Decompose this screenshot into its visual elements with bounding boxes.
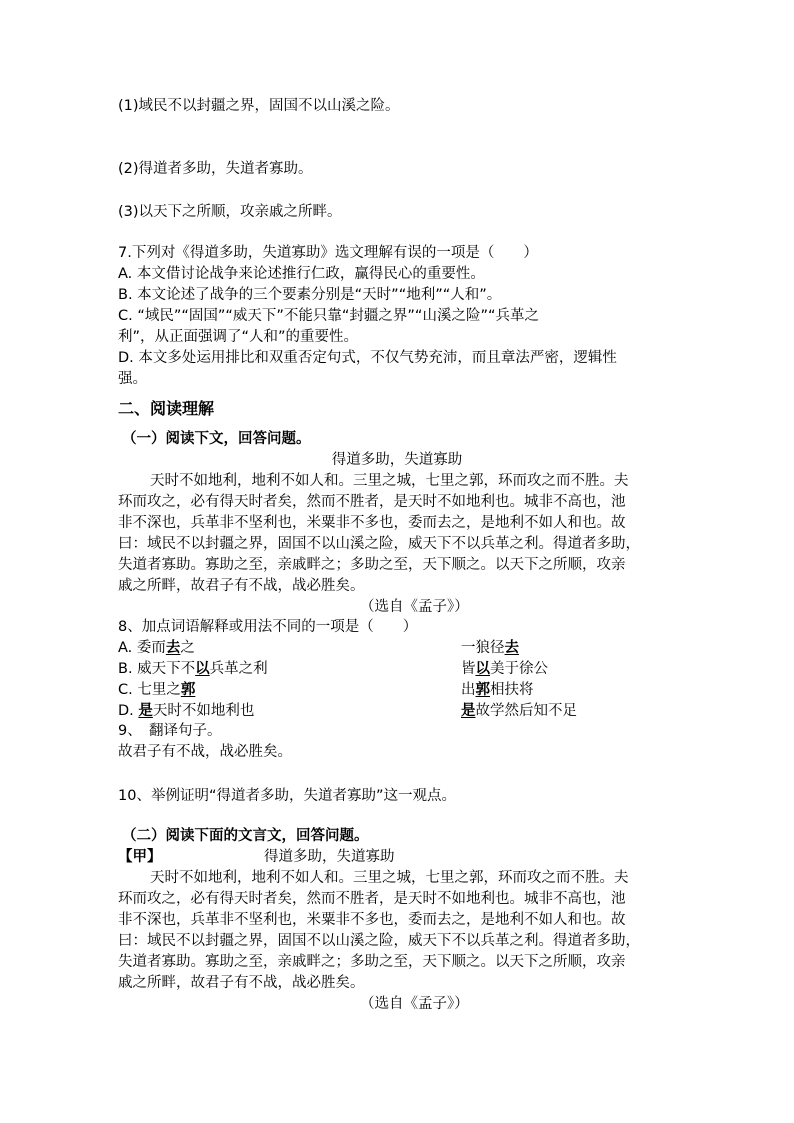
section-title: 二、阅读理解 <box>118 399 215 418</box>
part1-line-5: 失道者寡助。寡助之至，亲戚畔之；多助之至，天下顺之。以天下之所顺，攻亲 <box>118 557 626 573</box>
q8-row-d-left <box>118 703 254 719</box>
q7-option-b: B. 本文论述了战争的三个要素分别是“天时”“地利”“人和”。 <box>118 287 502 303</box>
q8-c-left-text: C. 七里之 <box>118 682 181 698</box>
q8-d-left-text: D. <box>118 703 139 719</box>
q8-b-left-text-end: 兵革之利 <box>209 661 268 677</box>
part2-label: 【甲】 <box>118 849 162 865</box>
part1-source: （选自《孟子》） <box>360 599 469 615</box>
q7-option-a: A. 本文借讨论战争来论述推行仁政，赢得民心的重要性。 <box>118 266 485 282</box>
q7-option-d-line2: 强。 <box>118 371 147 387</box>
part2-label-row <box>118 847 395 868</box>
q8-row-c-right <box>461 680 534 701</box>
q8-row-b-left <box>118 661 268 677</box>
q10-stem: 10、举例证明“得道者多助，失道者寡助”这一观点。 <box>118 788 456 804</box>
q7-stem: 7.下列对《得道多助，失道寡助》选文理解有误的一项是（ ） <box>118 245 538 261</box>
q8-row-c-left <box>118 682 195 698</box>
q8-row-a-right <box>461 638 519 659</box>
q8-c-left-dotted-word: 郭 <box>180 682 196 698</box>
part1-heading: （一）阅读下文，回答问题。 <box>122 431 311 447</box>
q8-b-right-text-end: 美于徐公 <box>490 661 548 677</box>
part1-line-4: 曰：域民不以封疆之界，固国不以山溪之险，威天下不以兵革之利。得道者多助， <box>118 536 640 552</box>
q8-c-right-dotted-word: 郭 <box>475 682 490 698</box>
part1-line-6: 戚之所畔，故君子有不战，战必胜矣。 <box>118 578 365 594</box>
q8-c-right-text: 出 <box>461 682 476 698</box>
q8-b-left-text: B. 威天下不 <box>118 661 196 677</box>
part2-line-2: 环而攻之，必有得天时者矣，然而不胜者，是天时不如地利也。城非不高也，池 <box>118 891 626 907</box>
q8-b-left-dotted-word: 以 <box>195 661 210 677</box>
q8-b-right-dotted-word: 以 <box>475 661 490 677</box>
q9-sentence: 故君子有不战，战必胜矣。 <box>118 744 292 760</box>
part1-line-2: 环而攻之，必有得天时者矣，然而不胜者，是天时不如地利也。城非不高也，池 <box>118 494 626 510</box>
q9-stem: 9、 翻译句子。 <box>118 723 222 739</box>
q8-d-left-text-end: 天时不如地利也 <box>152 703 255 719</box>
part2-passage-title: 得道多助，失道寡助 <box>264 849 395 865</box>
part2-line-3: 非不深也，兵革非不坚利也，米粟非不多也，委而去之，是地利不如人和也。故 <box>118 912 626 928</box>
part2-line-6: 戚之所畔，故君子有不战，战必胜矣。 <box>118 975 365 991</box>
q8-stem: 8、加点词语解释或用法不同的一项是（ ） <box>118 619 418 635</box>
translate-item-1: (1)域民不以封疆之界，固国不以山溪之险。 <box>118 98 400 114</box>
q8-a-left-text-end: 之 <box>180 640 195 656</box>
q8-row-a-left <box>118 640 195 656</box>
q7-option-c-line2: 利”，从正面强调了“人和”的重要性。 <box>118 329 359 345</box>
q7-option-d-line1: D. 本文多处运用排比和双重否定句式，不仅气势充沛，而且章法严密，逻辑性 <box>118 350 617 366</box>
q8-d-right-text-end: 故学然后知不足 <box>475 703 577 719</box>
q8-row-b-right <box>461 659 548 680</box>
part2-heading: （二）阅读下面的文言文，回答问题。 <box>122 828 369 844</box>
q8-c-right-text-end: 相扶将 <box>490 682 534 698</box>
translate-item-2: (2)得道者多助，失道者寡助。 <box>118 161 313 177</box>
translate-item-3: (3)以天下之所顺，攻亲戚之所畔。 <box>118 204 342 220</box>
q8-a-right-dotted-word: 去 <box>504 640 519 656</box>
part1-line-3: 非不深也，兵革非不坚利也，米粟非不多也，委而去之，是地利不如人和也。故 <box>118 515 626 531</box>
q8-row-c <box>118 680 638 701</box>
q8-row-a <box>118 638 638 659</box>
part1-passage-title: 得道多助，失道寡助 <box>331 452 463 468</box>
q8-b-right-text: 皆 <box>461 661 476 677</box>
q7-option-c-line1: C. “域民”“固国”“威天下”不能只靠“封疆之界”“山溪之险”“兵革之 <box>118 308 539 324</box>
part1-line-1: 天时不如地利，地利不如人和。三里之城，七里之郭，环而攻之而不胜。夫 <box>150 473 629 489</box>
part2-line-4: 曰：域民不以封疆之界，固国不以山溪之险，威天下不以兵革之利。得道者多助， <box>118 933 640 949</box>
q8-a-right-text: 一狼径 <box>461 640 505 656</box>
q8-d-left-dotted-word: 是 <box>138 703 153 719</box>
part2-line-5: 失道者寡助。寡助之至，亲戚畔之；多助之至，天下顺之。以天下之所顺，攻亲 <box>118 954 626 970</box>
q8-row-d <box>118 701 638 722</box>
q8-d-right-dotted-word: 是 <box>461 703 476 719</box>
q8-row-d-right <box>461 701 577 722</box>
part2-line-1: 天时不如地利，地利不如人和。三里之城，七里之郭，环而攻之而不胜。夫 <box>150 870 629 886</box>
q8-row-b <box>118 659 638 680</box>
q8-a-left-text: A. 委而 <box>118 640 166 656</box>
q8-a-left-dotted-word: 去 <box>165 640 181 656</box>
part2-source: （选自《孟子》） <box>360 996 469 1012</box>
